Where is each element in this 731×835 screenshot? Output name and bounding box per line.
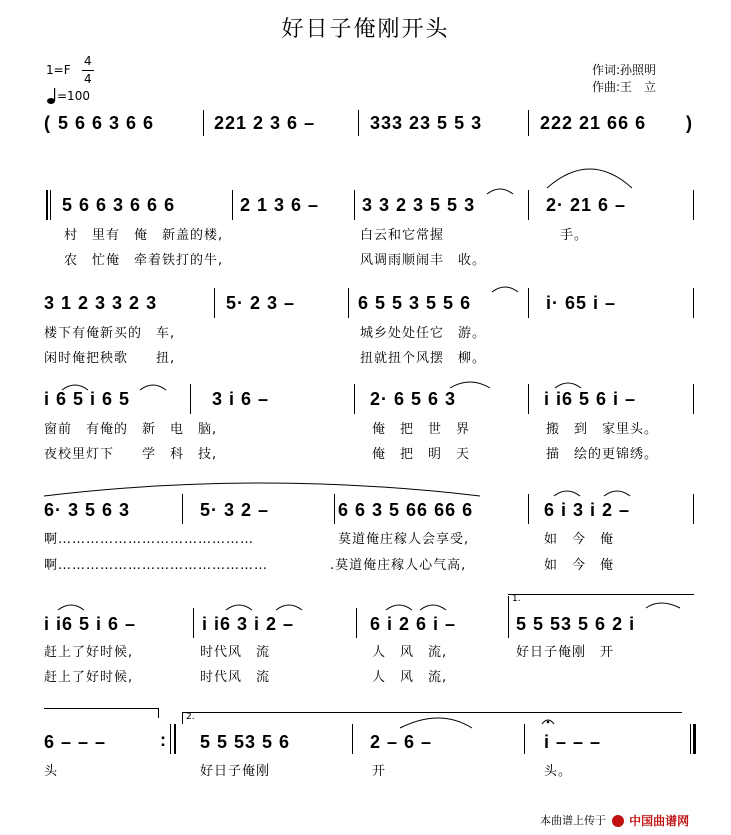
time-signature-top: 4 (84, 54, 92, 68)
measure: 5· 2 3 – (226, 293, 296, 313)
measure: 2· 21 6 – (546, 195, 627, 215)
measure: 3 i 6 – (212, 389, 270, 409)
measure: i i6 5 i 6 – (44, 614, 137, 634)
measure: i i6 5 6 i – (544, 389, 637, 409)
measure: 6 – – – (44, 732, 107, 752)
lyric: .莫道俺庄稼人心气高, (330, 558, 467, 573)
measure: 2 – 6 – (370, 732, 433, 752)
measure: i – – – (544, 732, 602, 752)
intro-measure: 222 21 66 6 (540, 113, 647, 133)
key-signature: 1=F (46, 63, 71, 77)
song-title: 好日子俺刚开头 (281, 17, 450, 42)
measure: 6 i 2 6 i – (370, 614, 457, 634)
lyric: 啊……………………………………… (44, 558, 269, 573)
lyric: 描 绘的更锦绣。 (546, 447, 659, 462)
footer-upload-text: 本曲谱上传于 (540, 814, 606, 827)
lyric: 啊…………………………………… (44, 532, 255, 547)
measure: i 6 5 i 6 5 (44, 389, 131, 409)
measure: 5 5 53 5 6 2 i (516, 614, 636, 634)
lyric: 人 风 流, (372, 645, 448, 660)
composer-credit: 作曲:王 立 (592, 80, 657, 94)
lyric: 闲时俺把秧歌 扭, (44, 351, 176, 366)
lyric: 如 今 俺 (544, 532, 615, 547)
lyricist-credit: 作词:孙照明 (592, 63, 657, 77)
volta-bracket (182, 712, 682, 713)
lyric: 赶上了好时候, (44, 670, 134, 685)
repeat-dots: : (160, 730, 167, 750)
measure: 3 1 2 3 3 2 3 (44, 293, 158, 313)
lyric: 时代风 流 (200, 670, 271, 685)
lyric: 白云和它常握 (360, 228, 445, 243)
logo-icon (612, 815, 624, 827)
time-signature-divider (82, 70, 94, 71)
lyric: 好日子俺刚 (200, 764, 271, 779)
lyric: 扭就扭个风摆 柳。 (360, 351, 487, 366)
lyric: 夜校里灯下 学 科 技, (44, 447, 218, 462)
lyric: 风调雨顺闹丰 收。 (360, 253, 487, 268)
intro-paren-close: ) (686, 113, 693, 133)
lyric: 开 (372, 764, 387, 779)
intro-paren-open: ( (44, 113, 51, 133)
lyric: 时代风 流 (200, 645, 271, 660)
measure: 6· 3 5 6 3 (44, 500, 131, 520)
lyric: 俺 把 明 天 (372, 447, 471, 462)
measure: i· 65 i – (546, 293, 617, 313)
lyric: 人 风 流, (372, 670, 448, 685)
measure: 5· 3 2 – (200, 500, 270, 520)
site-logo[interactable] (612, 810, 689, 829)
measure: 5 5 53 5 6 (200, 732, 291, 752)
lyric: 手。 (560, 228, 589, 243)
lyric: 楼下有俺新买的 车, (44, 326, 176, 341)
logo-text: 中国曲谱网 (629, 814, 690, 828)
measure: 2· 6 5 6 3 (370, 389, 457, 409)
lyric: 俺 把 世 界 (372, 422, 471, 437)
volta-bracket (44, 708, 158, 709)
lyric: 莫道俺庄稼人会享受, (338, 532, 470, 547)
lyric: 赶上了好时候, (44, 645, 134, 660)
lyric: 城乡处处任它 游。 (360, 326, 487, 341)
measure: 6 6 3 5 66 66 6 (338, 500, 474, 520)
volta-label: 1. (512, 594, 521, 604)
lyric: 好日子俺刚 开 (516, 645, 615, 660)
lyric: 如 今 俺 (544, 558, 615, 573)
lyric: 搬 到 家里头。 (546, 422, 659, 437)
measure: 5 6 6 3 6 6 6 (62, 195, 176, 215)
time-signature-bottom: 4 (84, 72, 92, 86)
intro-measure: 333 23 5 5 3 (370, 113, 483, 133)
measure: i i6 3 i 2 – (202, 614, 295, 634)
volta-bracket (508, 594, 694, 595)
volta-label: 2. (186, 712, 195, 722)
lyric: 头 (44, 764, 59, 779)
tempo-marking: =100 (57, 89, 90, 103)
lyric: 窗前 有俺的 新 电 脑, (44, 422, 218, 437)
quarter-note-icon (47, 88, 57, 108)
measure: 2 1 3 6 – (240, 195, 320, 215)
measure: 3 3 2 3 5 5 3 (362, 195, 476, 215)
measure: 6 i 3 i 2 – (544, 500, 631, 520)
lyric: 村 里有 俺 新盖的楼, (64, 228, 224, 243)
intro-measure: 5 6 6 3 6 6 (58, 113, 155, 133)
lyric: 农 忙俺 牵着铁打的牛, (64, 253, 224, 268)
lyric: 头。 (544, 764, 573, 779)
intro-measure: 221 2 3 6 – (214, 113, 316, 133)
measure: 6 5 5 3 5 5 6 (358, 293, 472, 313)
